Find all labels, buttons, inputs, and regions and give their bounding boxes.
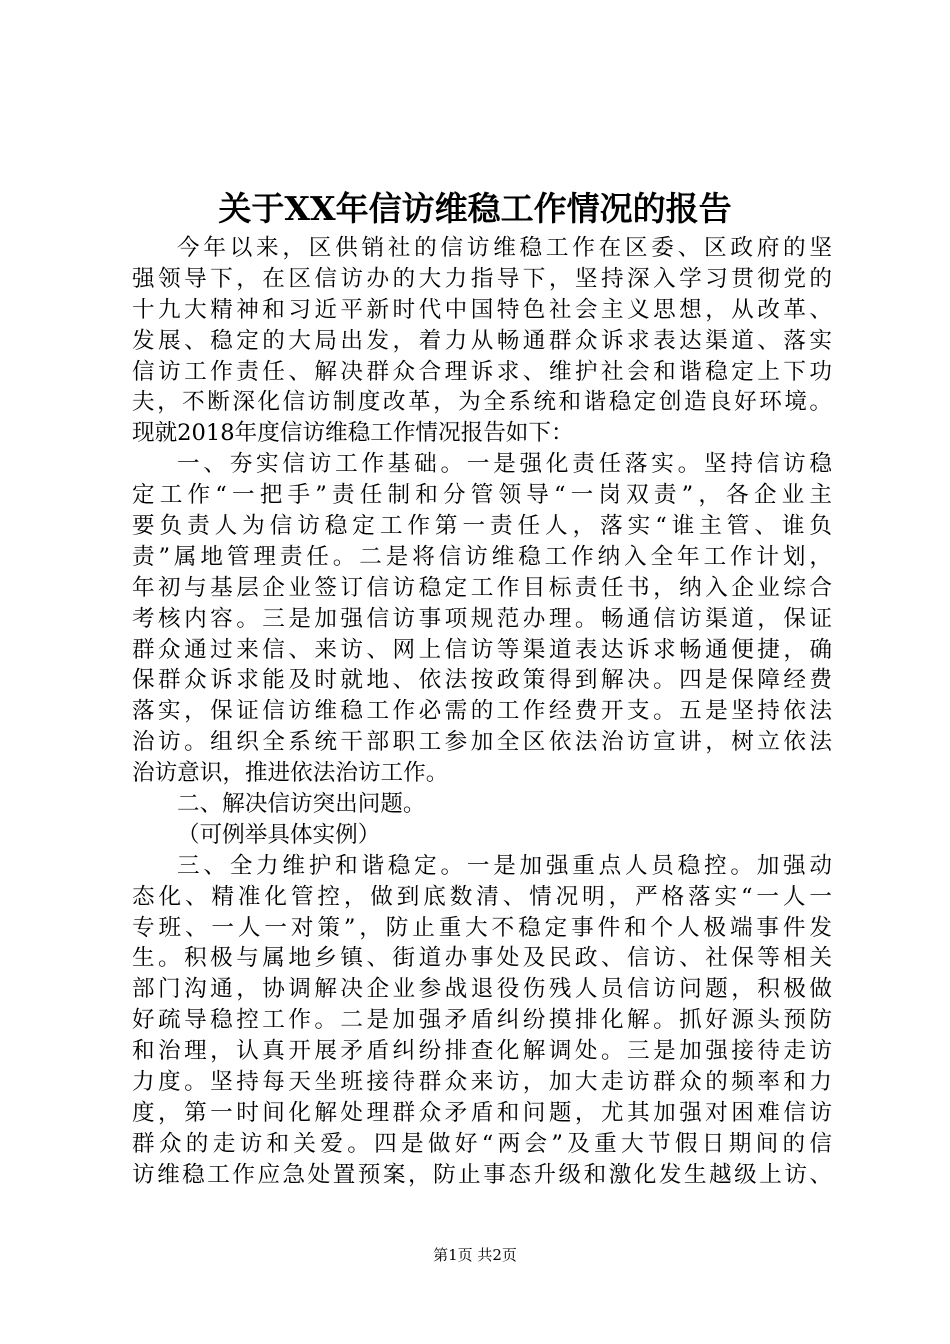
page-number-footer: 第1页 共2页 [433, 1246, 517, 1264]
text-line: 责”属地管理责任。二是将信访维稳工作纳入全年工作计划， [132, 543, 832, 570]
text-line: 三、全力维护和谐稳定。一是加强重点人员稳控。加强动 [177, 852, 832, 879]
text-line: 强领导下，在区信访办的大力指导下，坚持深入学习贯彻党的 [132, 265, 832, 292]
text-line: 一、夯实信访工作基础。一是强化责任落实。坚持信访稳 [177, 451, 832, 478]
text-line: 度，第一时间化解处理群众矛盾和问题，尤其加强对困难信访 [132, 1099, 832, 1126]
text-line: 信访工作责任、解决群众合理诉求、维护社会和谐稳定上下功 [132, 358, 832, 385]
text-line: 部门沟通，协调解决企业参战退役伤残人员信访问题，积极做 [132, 976, 832, 1003]
text-line: 现就2018年度信访维稳工作情况报告如下： [132, 420, 574, 447]
text-line: 落实，保证信访维稳工作必需的工作经费开支。五是坚持依法 [132, 698, 832, 725]
text-line: 今年以来，区供销社的信访维稳工作在区委、区政府的坚 [177, 235, 832, 261]
text-line: 群众通过来信、来访、网上信访等渠道表达诉求畅通便捷，确 [132, 636, 832, 663]
text-line: 群众的走访和关爱。四是做好“两会”及重大节假日期间的信 [132, 1130, 832, 1157]
text-line: 访维稳工作应急处置预案，防止事态升级和激化发生越级上访、 [132, 1161, 832, 1188]
text-line: 发展、稳定的大局出发，着力从畅通群众诉求表达渠道、落实 [132, 327, 832, 354]
section-heading: 二、解决信访突出问题。 [177, 791, 426, 818]
document-body [132, 233, 832, 1191]
text-line: 保群众诉求能及时就地、依法按政策得到解决。四是保障经费 [132, 667, 832, 694]
text-line: 十九大精神和习近平新时代中国特色社会主义思想，从改革、 [132, 296, 832, 323]
text-line: 定工作“一把手”责任制和分管领导“一岗双责”，各企业主 [132, 482, 832, 509]
text-line: 和治理，认真开展矛盾纠纷排查化解调处。三是加强接待走访 [132, 1038, 832, 1065]
text-line: 生。积极与属地乡镇、街道办事处及民政、信访、社保等相关 [132, 945, 832, 972]
text-line: 治访意识，推进依法治访工作。 [132, 760, 449, 787]
document-title: 关于XX年信访维稳工作情况的报告 [218, 189, 732, 228]
text-line: 考核内容。三是加强信访事项规范办理。畅通信访渠道，保证 [132, 605, 832, 632]
text-line: 专班、一人一对策”，防止重大不稳定事件和个人极端事件发 [132, 914, 832, 941]
text-line: 治访。组织全系统干部职工参加全区依法治访宣讲，树立依法 [132, 729, 832, 756]
text-line: 要负责人为信访稳定工作第一责任人，落实“谁主管、谁负 [132, 513, 832, 540]
text-line: 态化、精准化管控，做到底数清、情况明，严格落实“一人一 [132, 883, 832, 910]
text-line: 年初与基层企业签订信访稳定工作目标责任书，纳入企业综合 [132, 574, 832, 601]
text-line: （可例举具体实例） [177, 821, 381, 848]
text-line: 力度。坚持每天坐班接待群众来访，加大走访群众的频率和力 [132, 1069, 832, 1096]
text-line: 好疏导稳控工作。二是加强矛盾纠纷摸排化解。抓好源头预防 [132, 1007, 832, 1034]
text-line: 夫，不断深化信访制度改革，为全系统和谐稳定创造良好环境。 [132, 389, 832, 416]
